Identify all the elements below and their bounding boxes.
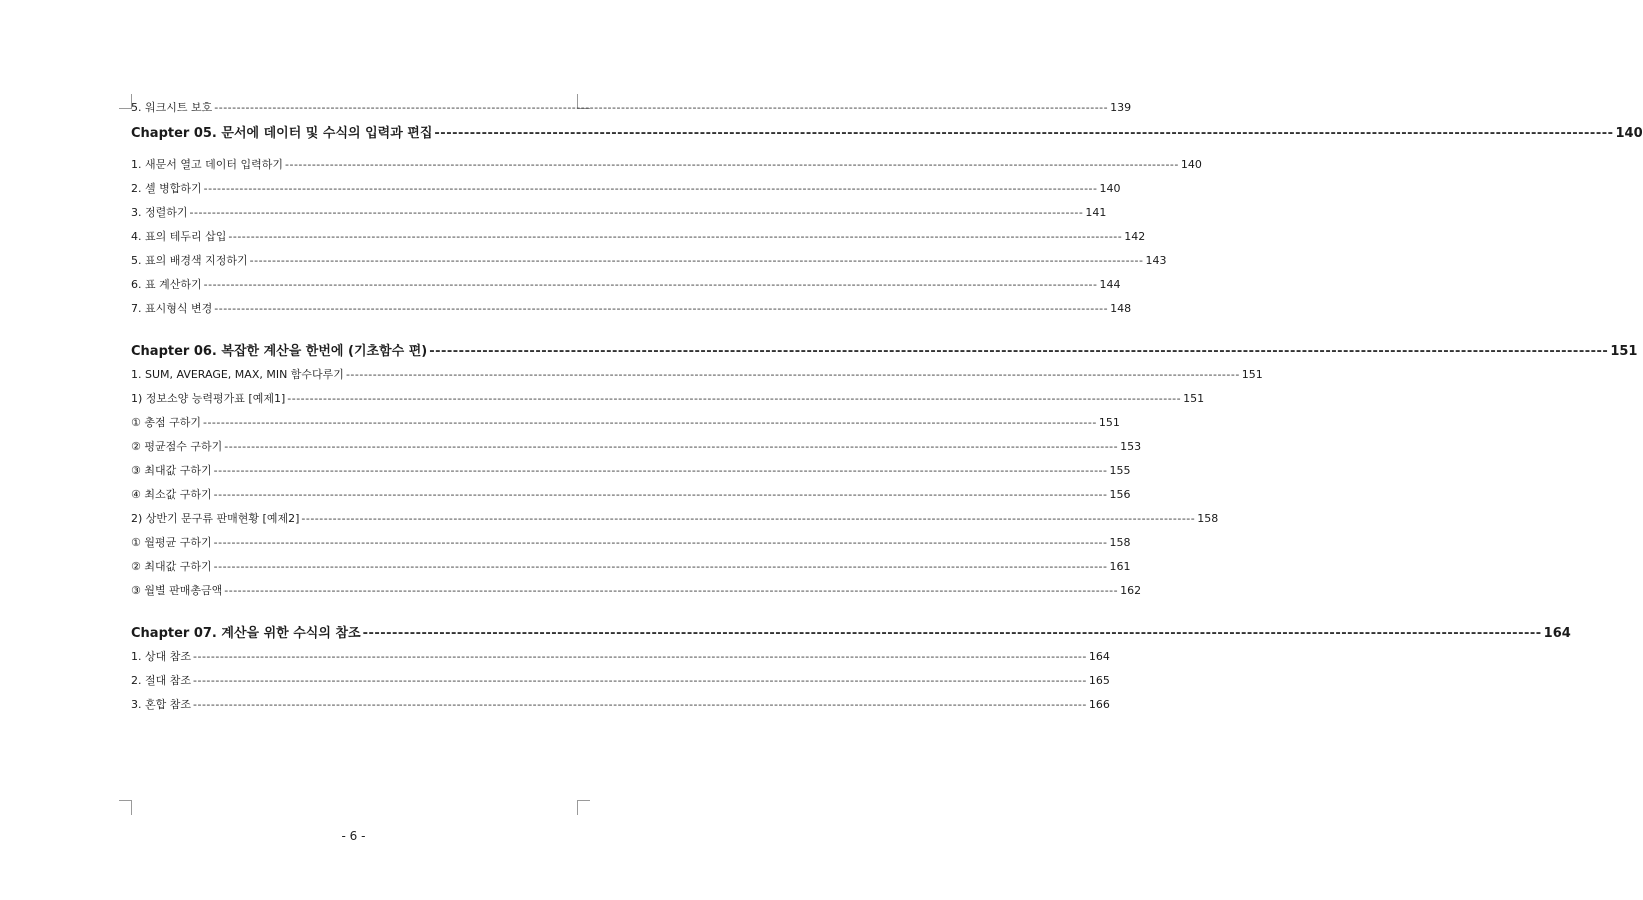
toc-page-number: 144 — [1099, 278, 1121, 291]
page-number: - 6 - — [341, 829, 366, 843]
toc-entry — [131, 205, 1107, 221]
toc-entry-title: ③ 월별 판매총금액 — [131, 584, 223, 597]
toc-leader-dots: -------------------------------------------------------------------------------------------------------------------------------------------------------------------------------------------------------- — [434, 126, 1614, 141]
toc-entry — [131, 277, 1121, 293]
toc-page-number: 164 — [1543, 626, 1571, 641]
toc-leader-dots: -------------------------------------------------------------------------------------------------------------------------------------------------------------------------------------------------------- — [285, 158, 1179, 171]
toc-entry — [131, 697, 1110, 713]
toc-page-number: 161 — [1109, 560, 1131, 573]
toc-entry-title: Chapter 05. 문서에 데이터 및 수식의 입력과 편집 — [131, 126, 433, 141]
toc-leader-dots: -------------------------------------------------------------------------------------------------------------------------------------------------------------------------------------------------------- — [213, 536, 1108, 549]
toc-entry — [131, 415, 1120, 431]
toc-page-number: 158 — [1197, 512, 1219, 525]
toc-entry-title: 2) 상반기 문구류 판매현황 [예제2] — [131, 512, 300, 525]
toc-entry — [131, 583, 1142, 599]
toc-page-number: 140 — [1615, 126, 1643, 141]
toc-page-number: 141 — [1085, 206, 1107, 219]
toc-entry — [131, 100, 1132, 116]
toc-leader-dots: -------------------------------------------------------------------------------------------------------------------------------------------------------------------------------------------------------- — [213, 488, 1108, 501]
toc-page-number: 140 — [1099, 182, 1121, 195]
toc-leader-dots: -------------------------------------------------------------------------------------------------------------------------------------------------------------------------------------------------------- — [287, 392, 1182, 405]
toc-entry — [131, 535, 1131, 551]
toc-entry-title: ② 최대값 구하기 — [131, 560, 212, 573]
toc-entry-title: 1. 새문서 열고 데이터 입력하기 — [131, 158, 283, 171]
toc-page-number: 165 — [1088, 674, 1110, 687]
toc-page-number: 166 — [1088, 698, 1110, 711]
toc-leader-dots: -------------------------------------------------------------------------------------------------------------------------------------------------------------------------------------------------------- — [213, 464, 1108, 477]
toc-entry — [131, 511, 1219, 527]
toc-leader-dots: -------------------------------------------------------------------------------------------------------------------------------------------------------------------------------------------------------- — [429, 344, 1609, 359]
toc-leader-dots: -------------------------------------------------------------------------------------------------------------------------------------------------------------------------------------------------------- — [214, 302, 1109, 315]
toc-page-number: 151 — [1610, 344, 1638, 359]
toc-entry-title: ② 평균점수 구하기 — [131, 440, 223, 453]
toc-leader-dots: -------------------------------------------------------------------------------------------------------------------------------------------------------------------------------------------------------- — [213, 560, 1108, 573]
toc-leader-dots: -------------------------------------------------------------------------------------------------------------------------------------------------------------------------------------------------------- — [249, 254, 1144, 267]
toc-leader-dots: -------------------------------------------------------------------------------------------------------------------------------------------------------------------------------------------------------- — [301, 512, 1196, 525]
toc-entry-title: 3. 정렬하기 — [131, 206, 188, 219]
toc-entry-title: ① 총점 구하기 — [131, 416, 201, 429]
toc-leader-dots: -------------------------------------------------------------------------------------------------------------------------------------------------------------------------------------------------------- — [202, 416, 1097, 429]
toc-entry-title: 1) 정보소양 능력평가표 [예제1] — [131, 392, 286, 405]
toc-entry-title: 1. SUM, AVERAGE, MAX, MIN 함수다루기 — [131, 368, 344, 381]
toc-leader-dots: -------------------------------------------------------------------------------------------------------------------------------------------------------------------------------------------------------- — [189, 206, 1084, 219]
toc-page-number: 151 — [1183, 392, 1205, 405]
toc-page-number: 164 — [1088, 650, 1110, 663]
toc-leader-dots: -------------------------------------------------------------------------------------------------------------------------------------------------------------------------------------------------------- — [228, 230, 1123, 243]
toc-entry — [131, 301, 1132, 317]
toc-leader-dots: -------------------------------------------------------------------------------------------------------------------------------------------------------------------------------------------------------- — [193, 698, 1087, 711]
toc-leader-dots: -------------------------------------------------------------------------------------------------------------------------------------------------------------------------------------------------------- — [193, 674, 1087, 687]
toc-page-number: 153 — [1120, 440, 1142, 453]
toc-entry — [131, 439, 1142, 455]
toc-entry-title: 7. 표시형식 변경 — [131, 302, 213, 315]
toc-page-number: 143 — [1145, 254, 1167, 267]
toc-page-number: 142 — [1124, 230, 1146, 243]
toc-chapter-heading — [131, 343, 1638, 361]
toc-entry — [131, 487, 1131, 503]
toc-entry-title: Chapter 07. 계산을 위한 수식의 참조 — [131, 626, 361, 641]
toc-page-number: 148 — [1110, 302, 1132, 315]
toc-entry — [131, 559, 1131, 575]
toc-leader-dots: -------------------------------------------------------------------------------------------------------------------------------------------------------------------------------------------------------- — [362, 626, 1542, 641]
toc-entry — [131, 157, 1202, 173]
toc-leader-dots: -------------------------------------------------------------------------------------------------------------------------------------------------------------------------------------------------------- — [193, 650, 1087, 663]
toc-entry — [131, 229, 1146, 245]
toc-entry — [131, 673, 1110, 689]
toc-leader-dots: -------------------------------------------------------------------------------------------------------------------------------------------------------------------------------------------------------- — [224, 584, 1119, 597]
toc-page-number: 156 — [1109, 488, 1131, 501]
toc-entry-title: 2. 절대 참조 — [131, 674, 191, 687]
toc-entry-title: ① 월평균 구하기 — [131, 536, 212, 549]
toc-entry-title: Chapter 06. 복잡한 계산을 한번에 (기초함수 편) — [131, 344, 428, 359]
toc-entry — [131, 253, 1167, 269]
toc-entry-title: 5. 워크시트 보호 — [131, 101, 213, 114]
toc-entry-title: 3. 혼합 참조 — [131, 698, 191, 711]
toc-entry-title: 4. 표의 테두리 삽입 — [131, 230, 227, 243]
toc-entry-title: 5. 표의 배경색 지정하기 — [131, 254, 248, 267]
toc-entry — [131, 463, 1131, 479]
toc-leader-dots: -------------------------------------------------------------------------------------------------------------------------------------------------------------------------------------------------------- — [345, 368, 1240, 381]
toc-page-number: 151 — [1241, 368, 1263, 381]
toc-leader-dots: -------------------------------------------------------------------------------------------------------------------------------------------------------------------------------------------------------- — [214, 101, 1109, 114]
toc-page-number: 158 — [1109, 536, 1131, 549]
toc-entry — [131, 181, 1121, 197]
toc-entry-title: 2. 셀 병합하기 — [131, 182, 202, 195]
toc-entry-title: ④ 최소값 구하기 — [131, 488, 212, 501]
toc-page-number: 139 — [1110, 101, 1132, 114]
toc-page-number: 162 — [1120, 584, 1142, 597]
toc-entry — [131, 367, 1263, 383]
toc-page-number: 155 — [1109, 464, 1131, 477]
toc-entry-title: 1. 상대 참조 — [131, 650, 191, 663]
toc-entry-title: ③ 최대값 구하기 — [131, 464, 212, 477]
toc-page-number: 140 — [1180, 158, 1202, 171]
crop-mark-bottom-left — [119, 800, 132, 815]
toc-entry — [131, 649, 1110, 665]
toc-leader-dots: -------------------------------------------------------------------------------------------------------------------------------------------------------------------------------------------------------- — [203, 278, 1098, 291]
toc-entry-title: 6. 표 계산하기 — [131, 278, 202, 291]
toc-chapter-heading — [131, 625, 1571, 643]
crop-mark-bottom-right — [577, 800, 590, 815]
toc-page-number: 151 — [1098, 416, 1120, 429]
toc-chapter-heading — [131, 125, 1643, 143]
toc-leader-dots: -------------------------------------------------------------------------------------------------------------------------------------------------------------------------------------------------------- — [224, 440, 1119, 453]
toc-leader-dots: -------------------------------------------------------------------------------------------------------------------------------------------------------------------------------------------------------- — [203, 182, 1098, 195]
toc-entry — [131, 391, 1205, 407]
